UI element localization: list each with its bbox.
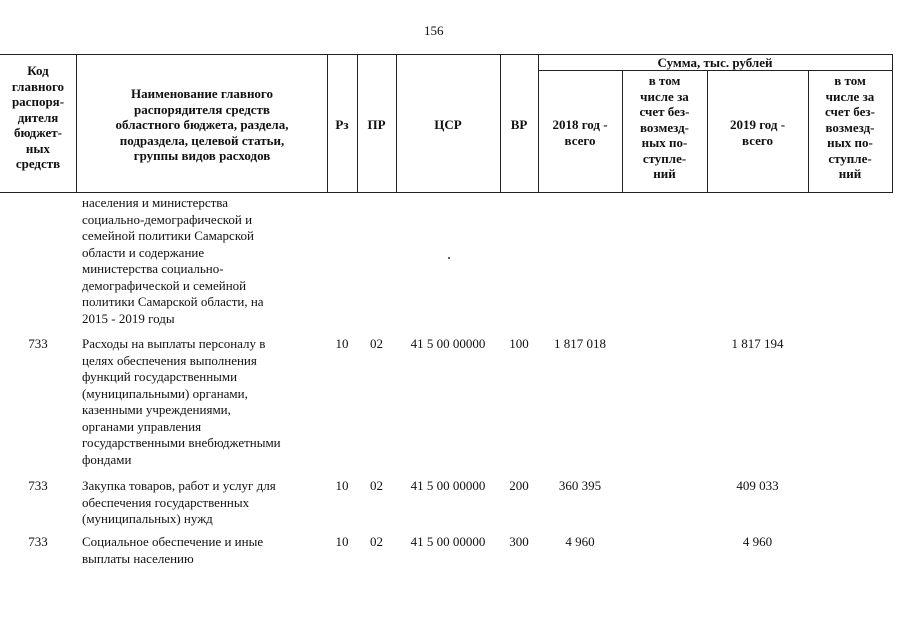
header-2018-gratuitous: в том числе за счет без- возмезд- ных по- ступле- ний [639,73,690,181]
header-name: Наименование главного распорядителя средств областного бюджета, раздела, подраздела, целевой статьи, группы видов расходов [115,86,289,163]
header-sum: Сумма, тыс. рублей [657,55,773,70]
table-row-code: 733 [28,534,48,549]
header-csr: ЦСР [434,117,462,132]
header-code: Код главного распоря- дителя бюджет- ных средств [11,63,65,171]
table-row-name: Социальное обеспечение и иные выплаты населению [82,534,264,566]
table-row-csr: 41 5 00 00000 [410,336,486,351]
table-row-pr: 02 [370,336,383,351]
page-number: 156 [424,23,444,38]
table-row-vr: 100 [509,336,529,351]
header-bottom-border [0,192,893,193]
table-row-pr: 02 [370,534,383,549]
table-row-name: Закупка товаров, работ и услуг для обеспечения государственных (муниципальных) нужд [82,478,276,526]
header-divider-1 [76,54,77,193]
table-row-2018-total: 360 395 [558,478,602,493]
table-row-rz: 10 [335,478,349,493]
table-row-name: населения и министерства социально-демографической и семейной политики Самарской области и содержание министерства социально- демографической и семейной политики Самарской области, на 2015 - 2019 годы [82,195,264,326]
table-row-csr: 41 5 00 00000 [410,534,486,549]
stray-dot [448,257,450,259]
table-row-2018-total: 1 817 018 [554,336,606,351]
header-vr: ВР [510,117,528,132]
table-row-rz: 10 [335,534,349,549]
header-pr: ПР [367,117,386,132]
table-row-2019-total: 409 033 [736,478,779,493]
table-row-2019-total: 4 960 [742,534,773,549]
header-2019-total: 2019 год - всего [729,117,786,148]
header-rz: Рз [335,117,349,132]
table-row-vr: 300 [509,534,529,549]
header-divider-right [892,54,893,193]
table-row-code: 733 [28,478,48,493]
table-row-rz: 10 [335,336,349,351]
table-row-2019-total: 1 817 194 [731,336,784,351]
table-row-name: Расходы на выплаты персоналу в целях обеспечения выполнения функций государственными (муниципальными) органами, казенными учреждениями, органами управления государственными внебюджетными фондами [82,336,281,467]
header-2018-total: 2018 год - всего [552,117,608,148]
header-2019-gratuitous: в том числе за счет без- возмезд- ных по- ступле- ний [825,73,875,181]
table-row-pr: 02 [370,478,383,493]
table-row-2018-total: 4 960 [565,534,595,549]
table-row-csr: 41 5 00 00000 [410,478,486,493]
table-row-code: 733 [28,336,48,351]
table-row-vr: 200 [509,478,529,493]
